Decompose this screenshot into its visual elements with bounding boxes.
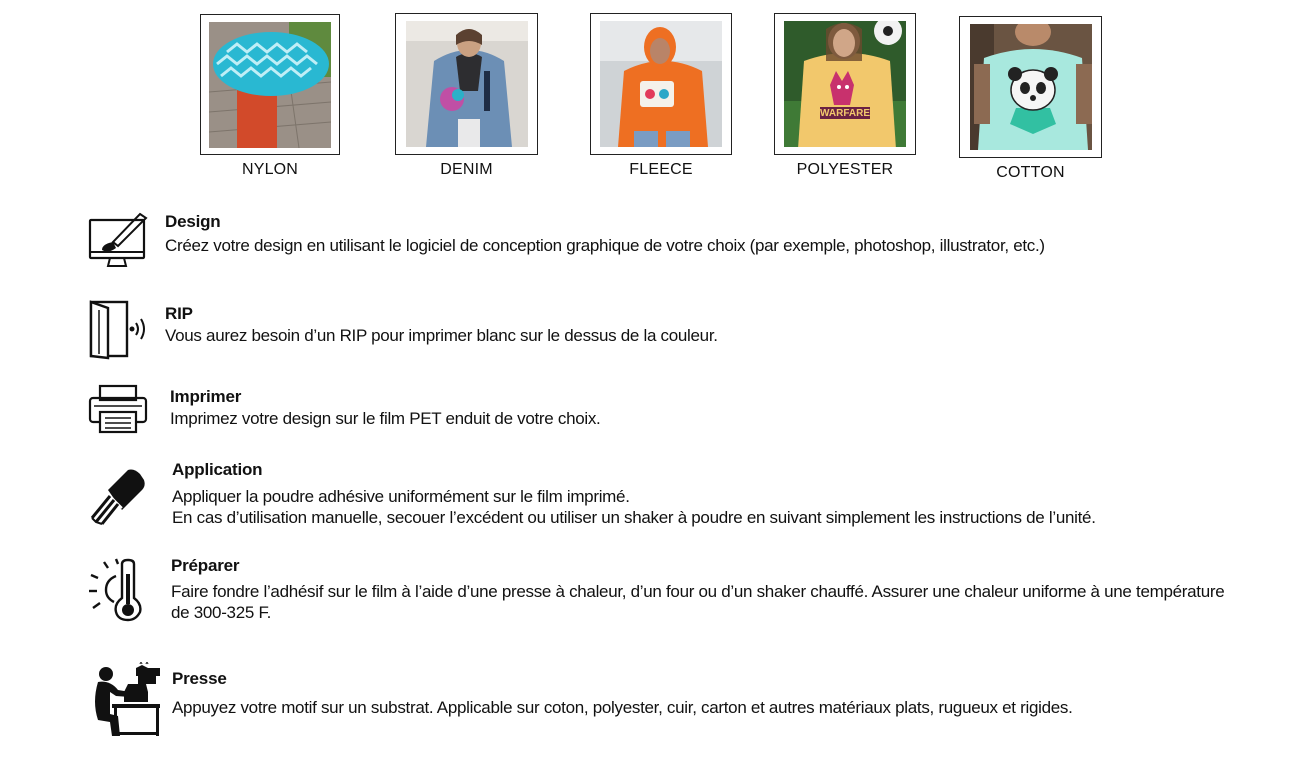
step-title: Imprimer bbox=[170, 387, 242, 406]
powder-shaker-icon bbox=[88, 466, 148, 531]
fabric-frame bbox=[590, 13, 732, 155]
polyester-print-text: WARFARE bbox=[820, 108, 870, 119]
fabric-denim bbox=[395, 13, 538, 179]
fabric-label: FLEECE bbox=[629, 161, 693, 178]
printer-icon bbox=[88, 384, 148, 439]
fabric-frame bbox=[774, 13, 916, 155]
fabric-photo-polyester bbox=[784, 21, 906, 147]
fabric-photo-denim bbox=[406, 21, 528, 147]
step-description: Faire fondre l’adhésif sur le film à l’aide d’une presse à chaleur, d’un four ou d’un shaker chauffé. Assurer une chaleur uniforme à une température bbox=[171, 582, 1225, 601]
fabric-frame bbox=[395, 13, 538, 155]
step-description: Créez votre design en utilisant le logiciel de conception graphique de votre choix (par exemple, photoshop, illustrator, etc.) bbox=[165, 236, 1045, 255]
thermometer-heat-icon bbox=[88, 558, 150, 627]
step-title: Préparer bbox=[171, 556, 240, 575]
fabric-frame bbox=[200, 14, 340, 155]
fabric-label: NYLON bbox=[241, 161, 299, 178]
fabric-photo-fleece bbox=[600, 21, 722, 147]
fabric-label: COTTON bbox=[996, 164, 1065, 181]
fabric-nylon bbox=[200, 14, 340, 179]
fabric-label: DENIM bbox=[440, 161, 493, 178]
fabric-cotton bbox=[959, 16, 1102, 182]
worker-press-icon bbox=[88, 662, 164, 743]
step-title: Presse bbox=[172, 669, 227, 688]
fabric-photo-nylon bbox=[209, 22, 331, 148]
step-title: RIP bbox=[165, 304, 193, 323]
step-description: Imprimez votre design sur le film PET enduit de votre choix. bbox=[170, 409, 601, 428]
door-signal-icon bbox=[88, 298, 150, 365]
fabric-fleece bbox=[590, 13, 732, 179]
step-description: de 300-325 F. bbox=[171, 603, 272, 622]
step-title: Application bbox=[172, 460, 263, 479]
step-description: Vous aurez besoin d’un RIP pour imprimer blanc sur le dessus de la couleur. bbox=[165, 326, 718, 345]
step-title: Design bbox=[165, 212, 221, 231]
fabric-frame bbox=[959, 16, 1102, 158]
step-description: Appuyez votre motif sur un substrat. Applicable sur coton, polyester, cuir, carton et autres matériaux plats, rugueux et rigides. bbox=[172, 698, 1073, 717]
fabric-polyester bbox=[774, 13, 916, 179]
step-description: Appliquer la poudre adhésive uniformément sur le film imprimé. bbox=[172, 487, 630, 506]
fabric-photo-cotton bbox=[970, 24, 1092, 150]
fabric-label: POLYESTER bbox=[796, 161, 894, 178]
monitor-brush-icon bbox=[88, 212, 148, 275]
step-description: En cas d’utilisation manuelle, secouer l’excédent ou utiliser un shaker à poudre en suivant simplement les instructions de l’unité. bbox=[172, 508, 1096, 527]
